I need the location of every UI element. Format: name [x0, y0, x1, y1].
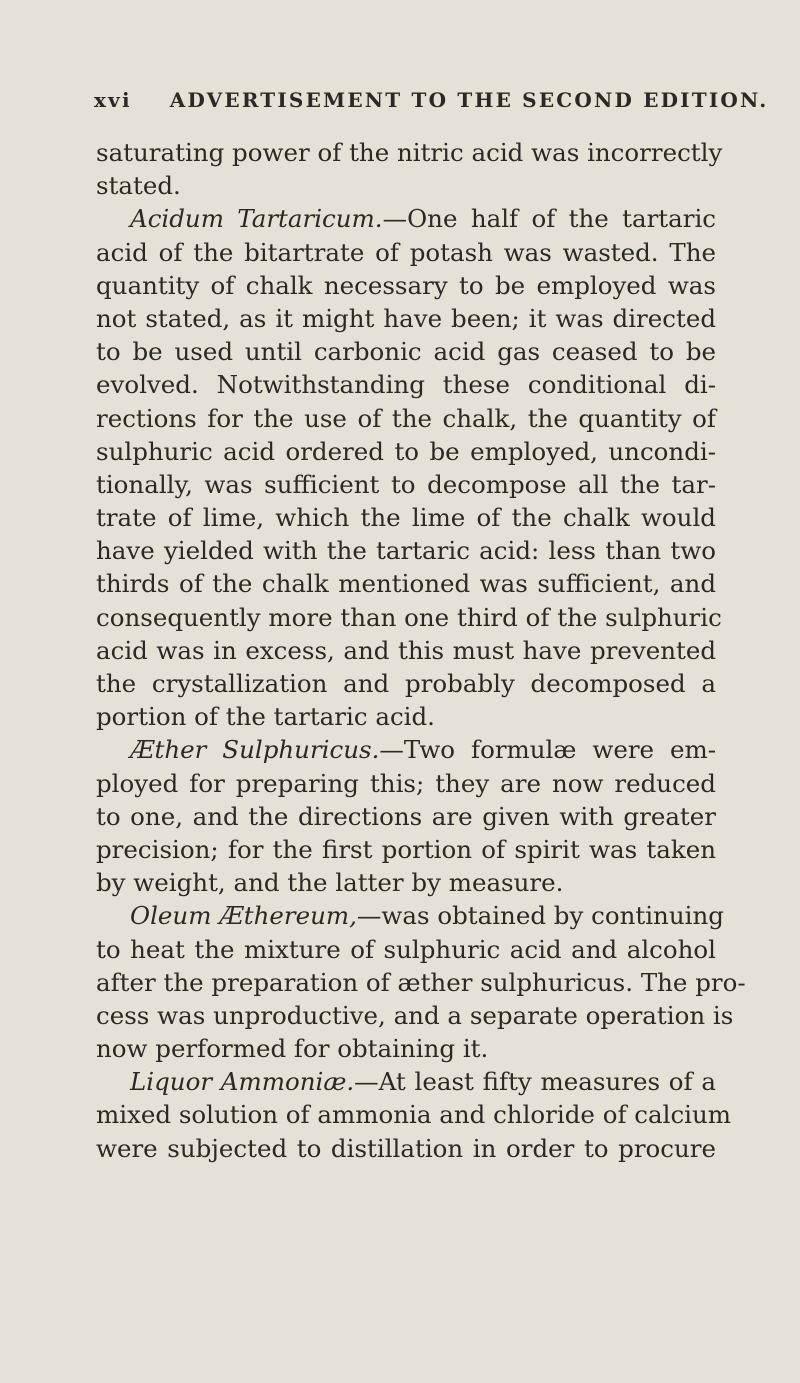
text-run: —Two formulæ were em-: [379, 735, 716, 765]
section-heading: Liquor Ammoniæ.: [130, 1067, 355, 1097]
text-line: precision; for the first portion of spirit was taken: [96, 834, 716, 864]
text-line: to one, and the directions are given with greater: [96, 801, 716, 831]
text-line: portion of the tartaric acid.: [96, 702, 435, 732]
paragraph-first-line: [96, 202, 716, 235]
paragraph-first-line: [96, 1065, 716, 1098]
text-line: by weight, and the latter by measure.: [96, 868, 564, 898]
text-line: evolved. Notwithstanding these conditional di-: [96, 370, 716, 400]
text-line: acid of the bitartrate of potash was wasted. The: [96, 237, 716, 267]
text-line: were subjected to distillation in order to procure: [96, 1133, 716, 1163]
text-line: consequently more than one third of the sulphuric: [96, 602, 722, 632]
text-line: cess was unproductive, and a separate operation is: [96, 1000, 734, 1030]
text-line: not stated, as it might have been; it was directed: [96, 303, 716, 333]
text-run: —was obtained by continuing: [356, 901, 724, 931]
text-run: —At least fifty measures of a: [354, 1067, 717, 1097]
paragraph-first-line: [96, 733, 716, 766]
text-line: saturating power of the nitric acid was incorrectly: [96, 138, 723, 167]
running-title: ADVERTISEMENT TO THE SECOND EDITION.: [169, 88, 769, 112]
section-heading: Oleum Æthereum,: [130, 901, 357, 931]
text-line: mixed solution of ammonia and chloride of calcium: [96, 1100, 732, 1130]
text-line: ployed for preparing this; they are now reduced: [96, 768, 716, 798]
running-header: [94, 88, 769, 112]
text-line: thirds of the chalk mentioned was sufficient, and: [96, 569, 716, 599]
text-line: after the preparation of æther sulphuricus. The pro-: [96, 967, 746, 997]
text-line: the crystallization and probably decomposed a: [96, 669, 716, 698]
text-line: quantity of chalk necessary to be employed was: [96, 270, 716, 300]
section-heading: Æther Sulphuricus.: [130, 735, 380, 765]
paragraph-first-line: [96, 899, 724, 932]
body-text: [96, 136, 746, 1165]
text-line: to be used until carbonic acid gas ceased to be: [96, 337, 716, 367]
text-line: to heat the mixture of sulphuric acid and alcohol: [96, 934, 716, 964]
text-run: —One half of the tartaric: [382, 204, 716, 234]
text-line: have yielded with the tartaric acid: less than two: [96, 536, 716, 566]
text-line: sulphuric acid ordered to be employed, uncondi-: [96, 436, 716, 466]
text-line: rections for the use of the chalk, the quantity of: [96, 403, 716, 433]
text-line: tionally, was sufficient to decompose all the tar-: [96, 469, 716, 499]
section-heading: Acidum Tartaricum.: [130, 204, 383, 234]
text-line: now performed for obtaining it.: [96, 1034, 489, 1064]
text-line: acid was in excess, and this must have prevented: [96, 635, 716, 665]
page-number: xvi: [94, 88, 132, 112]
text-line: stated.: [96, 171, 181, 201]
text-line: trate of lime, which the lime of the chalk would: [96, 503, 716, 533]
